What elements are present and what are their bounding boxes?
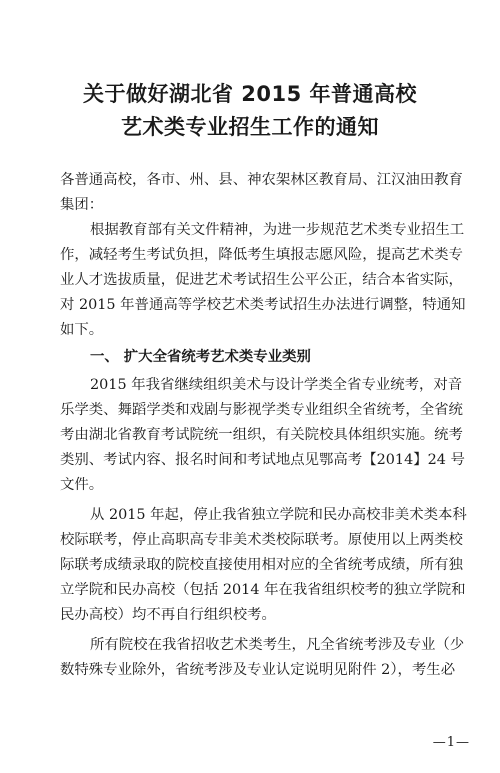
paragraph-3-line-4: 立学院和民办高校（包括 2014 年在我省组织校考的独立学院和	[60, 582, 466, 598]
paragraph-1-line-2: 作，减轻考生考试负担，降低考生填报志愿风险，提高艺术类专	[60, 247, 463, 263]
paragraph-3-line-3: 际联考成绩录取的院校直接使用相对应的全省统考成绩，所有独	[60, 557, 463, 573]
paragraph-4-line-1: 所有院校在我省招收艺术类考生，凡全省统考涉及专业（少	[90, 637, 465, 653]
paragraph-1-line-4: 对 2015 年普通高等学校艺术类考试招生办法进行调整，特通知	[60, 297, 466, 313]
salutation-line-2: 集团：	[60, 197, 104, 213]
paragraph-1-line-5: 如下。	[60, 322, 104, 338]
page-number: —1—	[432, 735, 470, 750]
paragraph-1-line-3: 业人才选拔质量，促进艺术考试招生公平公正，结合本省实际，	[60, 272, 463, 288]
document-title-line-2: 艺术类专业招生工作的通知	[121, 115, 379, 139]
salutation-line-1: 各普通高校，各市、州、县、神农架林区教育局、江汉油田教育	[60, 172, 463, 188]
paragraph-3-line-1: 从 2015 年起，停止我省独立学院和民办高校非美术类本科	[90, 507, 467, 523]
document-title-line-1: 关于做好湖北省 2015 年普通高校	[82, 82, 418, 106]
paragraph-2-line-1: 2015 年我省继续组织美术与设计学类全省专业统考，对音	[90, 377, 463, 393]
section-heading-1: 一、 扩大全省统考艺术类专业类别	[90, 349, 311, 365]
paragraph-3-line-2: 校际联考，停止高职高专非美术类校际联考。原使用以上两类校	[60, 532, 463, 548]
paragraph-3-line-5: 民办高校）均不再自行组织校考。	[60, 607, 276, 623]
paragraph-2-line-3: 考由湖北省教育考试院统一组织，有关院校具体组织实施。统考	[60, 427, 463, 443]
paragraph-2-line-2: 乐学类、舞蹈学类和戏剧与影视学类专业组织全省统考，全省统	[60, 402, 463, 418]
paragraph-4-line-2: 数特殊专业除外，省统考涉及专业认定说明见附件 2），考生必	[60, 662, 456, 678]
paragraph-2-line-4: 类别、考试内容、报名时间和考试地点见鄂高考【2014】24 号	[60, 452, 465, 468]
paragraph-1-line-1: 根据教育部有关文件精神，为进一步规范艺术类专业招生工	[90, 222, 465, 238]
paragraph-2-line-5: 文件。	[60, 477, 104, 493]
